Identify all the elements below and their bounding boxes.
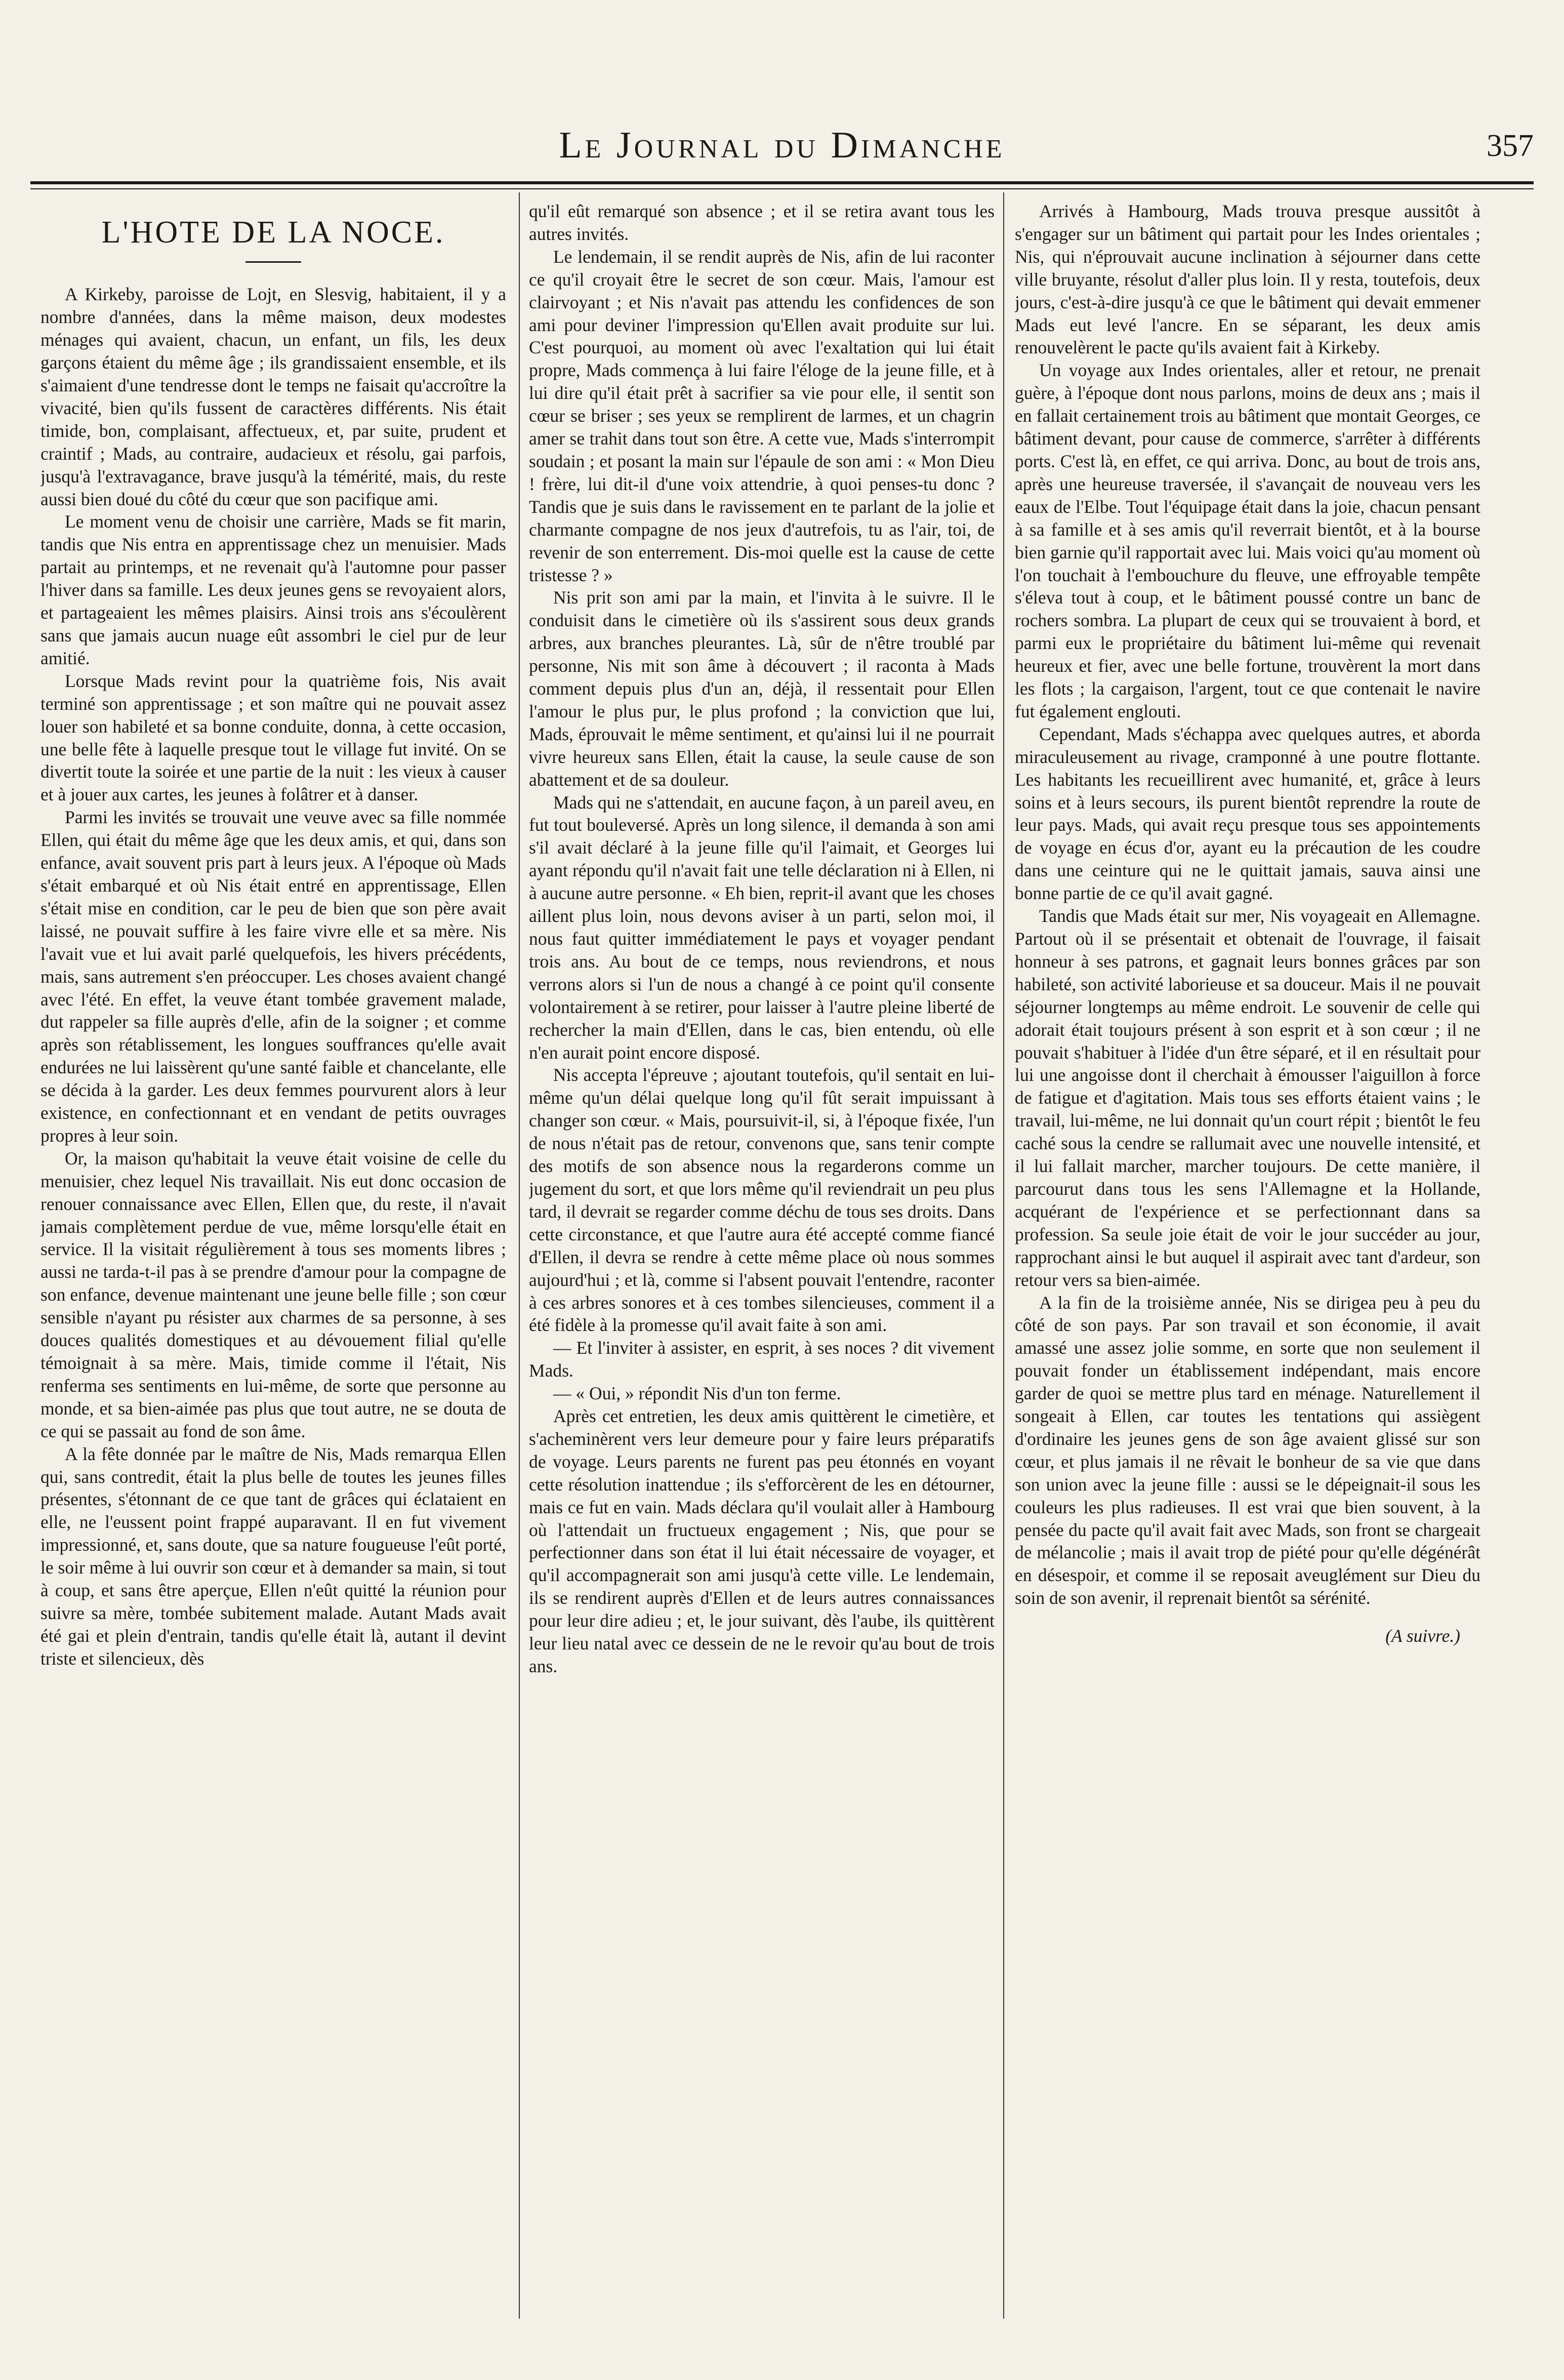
journal-title: Le Journal du Dimanche [559, 125, 1005, 166]
paragraph: Lorsque Mads revint pour la quatrième fois, Nis avait terminé son apprentissage ; et son maître qui ne pouvait assez louer son habileté et sa bonne conduite, donna, à cette occasion, une belle fête à laquelle presque tout le village fut invité. On se divertit toute la soirée et une partie de la nuit : les vieux à causer et à jouer aux cartes, les jeunes à folâtrer et à danser. [40, 670, 506, 805]
to-be-continued: (A suivre.) [1385, 1626, 1460, 1646]
title-rule [245, 261, 301, 263]
paragraph: Un voyage aux Indes orientales, aller et retour, ne prenait guère, à l'époque dont nous parlons, moins de deux ans ; mais il en fallait certainement trois au bâtiment que montait Georges, ce bâtiment devant, pour cause de commerce, s'arrêter à différents ports. C'est là, en effet, ce qui arriva. Donc, au bout de trois ans, après une heureuse traversée, il s'avançait de nouveau vers les eaux de l'Elbe. Tout l'équipage était dans la joie, chacun pensant à sa famille et à ses amis qu'il reverrait bientôt, et à la bourse bien garnie qu'il rapportait avec lui. Mais voici qu'au moment où l'on touchait à l'embouchure du fleuve, une effroyable tempête s'éleva tout à coup, et le bâtiment poussé contre un banc de rochers sombra. La plupart de ceux qui se trouvaient à bord, et parmi eux le propriétaire du bâtiment lui-même qui revenait heureux et fier, avec une belle fortune, trouvèrent la mort dans les flots ; la cargaison, l'argent, tout ce que contenait le navire fut également englouti. [1015, 360, 1480, 721]
paragraph: Parmi les invités se trouvait une veuve avec sa fille nommée Ellen, qui était du même âge que les deux amis, et qui, dans son enfance, avait souvent pris part à leurs jeux. A l'époque où Mads s'était embarqué et où Nis était entré en apprentissage, Ellen s'était mise en condition, car le peu de bien que son père avait laissé, ne pouvait suffire à les faire vivre elle et sa mère. Nis l'avait vue et lui avait parlé quelquefois, les hivers précédents, mais, sans autrement s'en préoccuper. Les choses avaient changé avec l'été. En effet, la veuve étant tombée gravement malade, dut rappeler sa fille auprès d'elle, afin de la soigner ; et comme après son rétablissement, les longues souffrances qu'elle avait endurées ne lui laissèrent qu'une santé faible et chancelante, elle se décida à la garder. Les deux femmes pourvurent alors à leur existence, en confectionnant et en vendant de petits ouvrages propres à leur soin. [40, 807, 506, 1146]
column-divider-1 [519, 192, 520, 2319]
article-column-1 [40, 200, 506, 2347]
header-rule-thin [30, 188, 1534, 189]
paragraph: Le lendemain, il se rendit auprès de Nis, afin de lui raconter ce qu'il croyait être le secret de son cœur. Mais, l'amour est clairvoyant ; et Nis n'avait pas attendu les confidences de son ami pour deviner l'impression qu'Ellen avait produite sur lui. C'est pourquoi, au moment où avec l'exaltation qui lui était propre, Mads commença à lui faire l'éloge de la jeune fille, et à lui dire qu'il était prêt à sacrifier sa vie pour elle, il sentit son cœur se briser ; ses yeux se remplirent de larmes, et un chagrin amer se trahit dans tout son être. A cette vue, Mads s'interrompit soudain ; et posant la main sur l'épaule de son ami : « Mon Dieu ! frère, lui dit-il d'une voix attendrie, à quoi penses-tu donc ? Tandis que je suis dans le ravissement en te parlant de la jolie et charmante compagne de nos jeux d'autrefois, tu as l'air, toi, de revenir de son enterrement. Dis-moi quelle est la cause de cette tristesse ? » [529, 246, 995, 585]
paragraph: Après cet entretien, les deux amis quittèrent le cimetière, et s'acheminèrent vers leur demeure pour y faire leurs préparatifs de voyage. Leurs parents ne furent pas peu étonnés en voyant cette résolution inattendue ; ils s'efforcèrent de les en détourner, mais ce fut en vain. Mads déclara qu'il voulait aller à Hambourg où l'attendait un fructueux engagement ; Nis, que pour se perfectionner dans son état il lui était nécessaire de voyager, et qu'il accompagnerait son ami jusqu'à cette ville. Le lendemain, ils se rendirent auprès d'Ellen et de leurs autres connaissances pour leur dire adieu ; et, le jour suivant, dès l'aube, ils quittèrent leur lieu natal avec ce dessein de ne le revoir qu'au bout de trois ans. [529, 1406, 995, 1676]
paragraph: A la fête donnée par le maître de Nis, Mads remarqua Ellen qui, sans contredit, était la plus belle de toutes les jeunes filles présentes, s'étonnant de ce que tant de grâces qui éclataient en elle, ne l'eussent point frappé auparavant. Il en fut vivement impressionné, et, sans doute, que sa nature fougueuse l'eût porté, le soir même à lui ouvrir son cœur et à demander sa main, si tout à coup, et sans être aperçue, Ellen n'eût quitté la réunion pour suivre sa mère, tombée subitement malade. Autant Mads avait été gai et plein d'entrain, tandis qu'elle était là, autant il devint triste et silencieux, dès [40, 1443, 506, 1669]
paragraph: Or, la maison qu'habitait la veuve était voisine de celle du menuisier, chez lequel Nis travaillait. Nis eut donc occasion de renouer connaissance avec Ellen, Ellen que, du reste, il n'avait jamais complètement perdue de vue, même lorsqu'elle était en service. Il la visitait régulièrement à tous ses moments libres ; aussi ne tarda-t-il pas à se prendre d'amour pour la compagne de son enfance, devenue maintenant une jeune belle fille ; son cœur sensible n'ayant pu résister aux charmes de sa personne, à ses douces qualités domestiques et au dévouement filial qu'elle témoignait à sa mère. Mais, timide comme il l'était, Nis renferma ses sentiments en lui-même, de sorte que personne au monde, et sa bien-aimée pas plus que tout autre, ne se douta de ce qui se passait au fond de son âme. [40, 1148, 506, 1441]
paragraph: qu'il eût remarqué son absence ; et il se retira avant tous les autres invités. [529, 201, 995, 244]
article-column-3 [1015, 200, 1480, 2347]
story-title: L'HOTE DE LA NOCE. [101, 215, 445, 250]
paragraph: A la fin de la troisième année, Nis se dirigea peu à peu du côté de son pays. Par son travail et son économie, il avait amassé une assez jolie somme, en sorte que non seulement il pouvait fonder un établissement indépendant, mais encore garder de quoi se mettre plus tard en ménage. Naturellement il songeait à Ellen, car toutes les tentations qui assiègent d'ordinaire les jeunes gens de son âge avaient glissé sur son cœur, et plus jamais il ne rêvait le bonheur de sa vie que dans son union avec la jeune fille : aussi se le dépeignait-il sous les couleurs les plus radieuses. Il est vrai que bien souvent, à la pensée du pacte qu'il avait fait avec Mads, son front se chargeait de mélancolie ; mais il avait trop de piété pour qu'elle dégénérât en désespoir, et comme il se reposait aveuglément sur Dieu du soin de son avenir, il reprenait bientôt sa sérénité. [1015, 1292, 1480, 1608]
paragraph: Cependant, Mads s'échappa avec quelques autres, et aborda miraculeusement au rivage, cramponné à une poutre flottante. Les habitants les recueillirent avec humanité, et, grâce à leurs soins et à leurs secours, ils purent bientôt reprendre la route de leur pays. Mads, qui avait reçu presque tous ses appointements de voyage en écus d'or, ayant eu la précaution de les coudre dans une ceinture qui ne le quittait jamais, sauva ainsi une bonne partie de ce qu'il avait gagné. [1015, 723, 1480, 904]
article-column-2 [529, 200, 995, 2347]
paragraph: Nis prit son ami par la main, et l'invita à le suivre. Il le conduisit dans le cimetière où ils s'assirent sous deux grands arbres, aux branches pleurantes. Là, sûr de n'être troublé par personne, Nis mit son âme à découvert ; il raconta à Mads comment depuis plus d'un an, déjà, il ressentait pour Ellen l'amour le plus pur, le plus profond ; la conviction que lui, Mads, éprouvait le même sentiment, et qu'ainsi lui il ne pourrait vivre heureux sans Ellen, était la cause, la seule cause de son abattement et de sa douleur. [529, 587, 995, 790]
column-divider-2 [1003, 192, 1004, 2319]
paragraph: Nis accepta l'épreuve ; ajoutant toutefois, qu'il sentait en lui-même qu'un délai quelque long qu'il fût serait impuissant à changer son cœur. « Mais, poursuivit-il, si, à l'époque fixée, l'un de nous n'était pas de retour, convenons que, sans tenir compte des motifs de son absence nous la regarderons comme un jugement du sort, et que lors même qu'il reviendrait un peu plus tard, il devrait se regarder comme déchu de tous ses droits. Dans cette circonstance, et que l'autre aura été accepté comme fiancé d'Ellen, il devra se rendre à cette même place où nous sommes aujourd'hui ; et là, comme si l'absent pouvait l'entendre, raconter à ces arbres sonores et à ces tombes silencieuses, comment il a été fidèle à la promesse qu'il avait faite à son ami. [529, 1065, 995, 1336]
paragraph: Mads qui ne s'attendait, en aucune façon, à un pareil aveu, en fut tout bouleversé. Après un long silence, il demanda à son ami s'il avait déclaré à la jeune fille qu'il l'aimait, et Georges lui ayant répondu qu'il n'avait fait une telle déclaration ni à Ellen, ni à aucune autre personne. « Eh bien, reprit-il avant que les choses aillent plus loin, nous devons aviser à un parti, selon moi, il nous faut quitter immédiatement le pays et voyager pendant trois ans. Au bout de ce temps, nous reviendrons, et nous verrons alors si l'un de nous a changé à ce point qu'il consente volontairement à se retirer, pour laisser à l'autre pleine liberté de rechercher la main d'Ellen, dans le cas, bien entendu, où elle n'en aurait point encore disposé. [529, 792, 995, 1063]
paragraph: — Et l'inviter à assister, en esprit, à ses noces ? dit vivement Mads. [529, 1338, 995, 1381]
page-header [30, 104, 1534, 180]
page-number: 357 [1487, 129, 1534, 163]
paragraph: Le moment venu de choisir une carrière, Mads se fit marin, tandis que Nis entra en apprentissage chez un menuisier. Mads partait au printemps, et ne revenait qu'à l'automne pour passer l'hiver dans sa famille. Les deux jeunes gens se revoyaient alors, et partageaient les mêmes plaisirs. Ainsi trois ans s'écoulèrent sans que jamais aucun nuage eût assombri le ciel pur de leur amitié. [40, 511, 506, 668]
paragraph: A Kirkeby, paroisse de Lojt, en Slesvig, habitaient, il y a nombre d'années, dans la même maison, deux modestes ménages qui avaient, chacun, un enfant, un fils, les deux garçons étaient du même âge ; ils grandissaient ensemble, et ils s'aimaient d'une tendresse dont le temps ne faisait qu'accroître la vivacité, bien qu'ils fussent de caractères différents. Nis était timide, bon, complaisant, affectueux, et, par suite, prudent et craintif ; Mads, au contraire, audacieux et résolu, gai parfois, jusqu'à l'extravagance, brave jusqu'à la témérité, mais, du reste aussi bien doué du côté du cœur que son pacifique ami. [40, 284, 506, 509]
paragraph: — « Oui, » répondit Nis d'un ton ferme. [553, 1383, 841, 1404]
header-rule-thick [30, 181, 1534, 184]
paragraph: Arrivés à Hambourg, Mads trouva presque aussitôt à s'engager sur un bâtiment qui partait pour les Indes orientales ; Nis, qui n'éprouvait aucune inclination à séjourner dans cette ville bruyante, résolut d'aller plus loin. Il y resta, toutefois, deux jours, c'est-à-dire jusqu'à ce que le bâtiment qui devait emmener Mads eut levé l'ancre. En se séparant, les deux amis renouvelèrent le pacte qu'ils avaient fait à Kirkeby. [1015, 201, 1480, 358]
paragraph: Tandis que Mads était sur mer, Nis voyageait en Allemagne. Partout où il se présentait et obtenait de l'ouvrage, il faisait honneur à ses patrons, et gagnait leurs bonnes grâces par son habileté, son activité laborieuse et sa douceur. Mais il ne pouvait séjourner longtemps au même endroit. Le souvenir de celle qui adorait était toujours présent à son esprit et à son cœur ; il ne pouvait s'habituer à l'idée d'un être séparé, et il en résultait pour lui une angoisse dont il cherchait à émousser l'aiguillon à force de fatigue et d'agitation. Mais tous ses efforts étaient vains ; le travail, lui-même, ne lui donnait qu'un court répit ; bientôt le feu caché sous la cendre se rallumait avec une nouvelle intensité, et il lui fallait marcher, marcher toujours. De cette manière, il parcourut dans tous les sens l'Allemagne et la Hollande, acquérant de l'expérience et se perfectionnant dans sa profession. Sa seule joie était de voir le jour succéder au jour, rapprochant ainsi le but auquel il aspirait avec tant d'ardeur, son retour vers sa bien-aimée. [1015, 906, 1480, 1290]
